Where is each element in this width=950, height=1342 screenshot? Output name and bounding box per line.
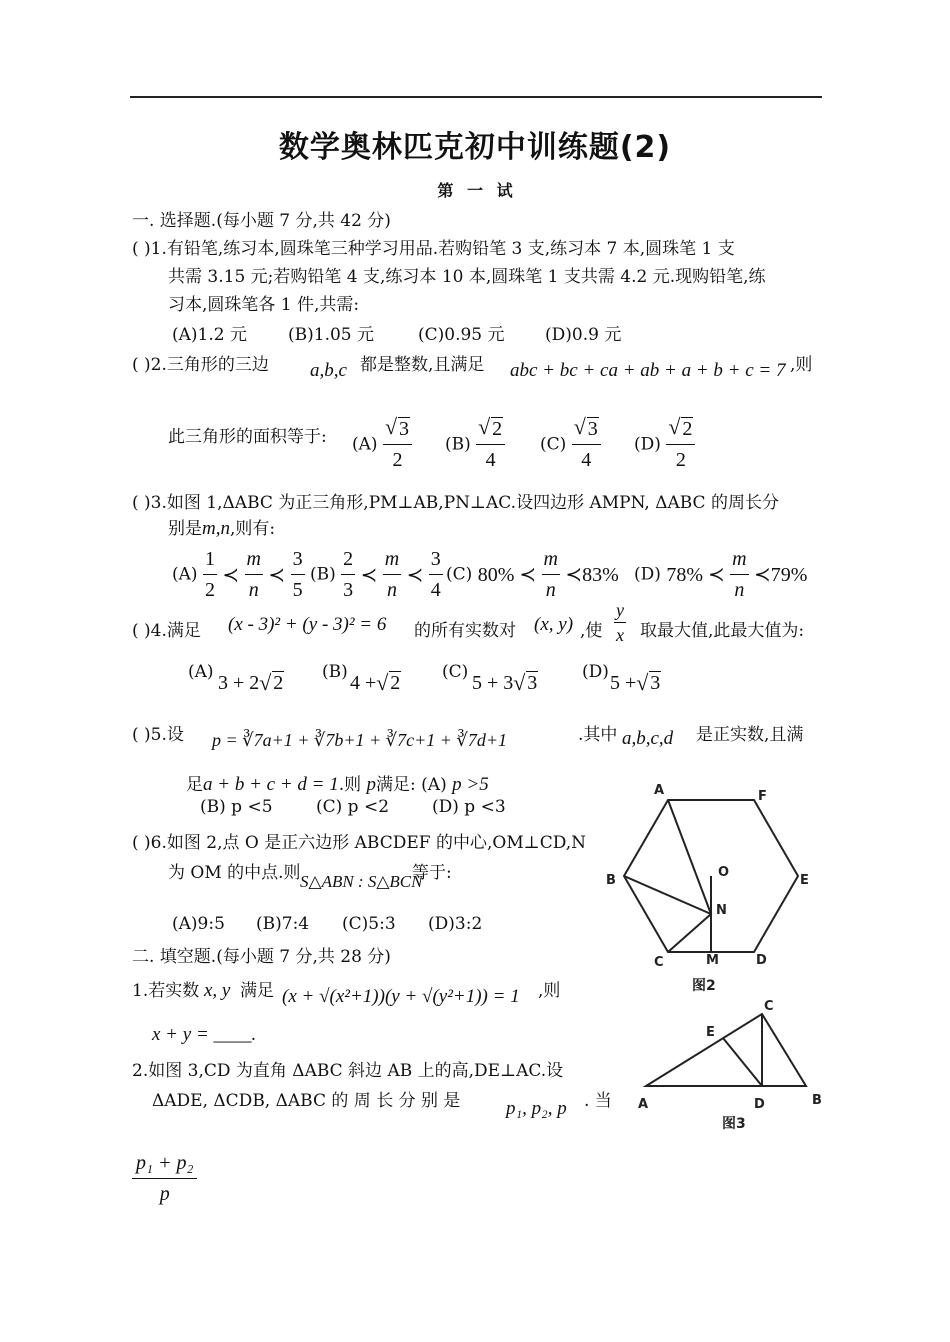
fig2-label-f: F	[758, 789, 767, 804]
q5-mid: .其中	[578, 725, 618, 745]
q2-mid: 都是整数,且满足	[360, 355, 485, 375]
q2-option-d: (D) √ $\frac{2}{2}$	[634, 414, 695, 475]
q4-tail: 取最大值,此最大值为:	[640, 621, 805, 641]
q3-option-b: (B) $\frac{2}{3}$ ≺ $\frac{m}{n}$ ≺ $\frac{3}{4}$	[310, 544, 443, 605]
q4-option-b-label: (B)	[322, 662, 348, 682]
q4-option-d: 5 +√ 3	[610, 672, 661, 695]
q5-line2: 足a + b + c + d = 1.则 p满足: (A) p >5	[186, 774, 489, 795]
q1-line2: 共需 3.15 元;若购铅笔 4 支,练习本 10 本,圆珠笔 1 支共需 4.2 元.现购铅笔,练	[168, 267, 766, 287]
q4-mid2: ,使	[580, 621, 603, 641]
q1-line1: ( )1.有铅笔,练习本,圆珠笔三种学习用品.若购铅笔 3 支,练习本 7 本,圆珠笔 1 支	[132, 239, 735, 259]
q4-option-c: 5 + 3√ 3	[472, 672, 538, 695]
q1-option-d: (D)0.9 元	[545, 325, 622, 345]
q3-option-d: (D) 78% ≺ $\frac{m}{n}$ ≺79%	[634, 544, 807, 605]
an-segment	[668, 800, 711, 914]
q5-equation: p = ∛7a+1 + ∛7b+1 + ∛7c+1 + ∛7d+1	[212, 730, 508, 750]
q3-option-c: (C) 80% ≺ $\frac{m}{n}$ ≺83%	[446, 544, 619, 605]
q6-option-b: (B)7:4	[256, 914, 310, 934]
q4-option-b: 4 +√ 2	[350, 672, 401, 695]
q4-option-a: 3 + 2√ 2	[218, 672, 284, 695]
page-title: 数学奥林匹克初中训练题(2)	[278, 130, 672, 165]
cn-segment	[668, 914, 711, 952]
q4-fraction: $\frac{y}{x}$	[616, 600, 624, 645]
q3-line1: ( )3.如图 1,ΔABC 为正三角形,PM⊥AB,PN⊥AC.设四边形 AMPN, ΔABC 的周长分	[132, 493, 779, 513]
q1-option-a: (A)1.2 元	[172, 325, 247, 345]
q2-equation: abc + bc + ca + ab + a + b + c = 7	[510, 360, 786, 381]
triangle-abc	[646, 1014, 806, 1086]
f1-equation: (x + √(x²+1))(y + √(y²+1)) = 1	[282, 986, 520, 1007]
figure-2-hexagon	[596, 778, 822, 1000]
q5-vars: a,b,c,d	[622, 728, 674, 749]
q5-option-d: (D) p <3	[432, 797, 506, 817]
fig3-caption: 图3	[722, 1116, 746, 1132]
q2-vars: a,b,c	[310, 360, 347, 381]
f1-vars: x, y	[204, 980, 231, 1001]
q6-line2: 为 OM 的中点.则	[168, 863, 301, 883]
f1-tail: ,则	[538, 981, 561, 1001]
f1-lead: 1.若实数	[132, 981, 200, 1001]
q5-lead: ( )5.设	[132, 725, 184, 745]
q4-pair: (x, y)	[534, 614, 574, 635]
section-2-heading: 二. 填空题.(每小题 7 分,共 28 分)	[132, 947, 391, 967]
q5-option-b: (B) p <5	[200, 797, 273, 817]
q1-line3: 习本,圆珠笔各 1 件,共需:	[168, 295, 360, 315]
q2-option-b: (B) √ $\frac{2}{4}$	[445, 414, 505, 475]
f1-mid: 满足	[240, 981, 274, 1001]
f2-vars: p₁, p₂, p	[506, 1098, 567, 1119]
fig3-label-c: C	[764, 999, 774, 1014]
q2-line2: 此三角形的面积等于:	[168, 427, 327, 447]
q1-option-b: (B)1.05 元	[288, 325, 375, 345]
q6-tail: 等于:	[412, 863, 452, 883]
fig2-label-m: M	[706, 953, 719, 968]
q6-line1: ( )6.如图 2,点 O 是正六边形 ABCDEF 的中心,OM⊥CD,N	[132, 833, 587, 853]
fig2-label-n: N	[716, 903, 727, 918]
fig2-label-b: B	[606, 873, 616, 888]
q4-lead: ( )4.满足	[132, 621, 201, 641]
q5-tail: 是正实数,且满	[696, 725, 804, 745]
fig3-label-e: E	[706, 1025, 715, 1040]
fig2-label-a: A	[654, 783, 665, 798]
fig3-label-a: A	[638, 1097, 649, 1112]
f2-line2: ΔADE, ΔCDB, ΔABC 的 周 长 分 别 是	[152, 1091, 461, 1111]
q2-tail: ,则	[790, 355, 813, 375]
q6-option-d: (D)3:2	[428, 914, 483, 934]
q4-mid: 的所有实数对	[414, 621, 516, 641]
q6-ratio: S△ABN : S△BCN	[300, 872, 423, 891]
fig2-label-e: E	[800, 873, 809, 888]
q3-line2: 别是m,n,则有:	[168, 518, 276, 539]
fig2-label-o: O	[718, 865, 730, 880]
f2-tail: . 当	[584, 1091, 612, 1111]
fig2-label-c: C	[654, 955, 664, 970]
fig3-label-d: D	[754, 1097, 765, 1112]
q2-option-a: (A) √ $\frac{3}{2}$	[352, 414, 412, 475]
q2-option-c: (C) √ $\frac{3}{4}$	[540, 414, 601, 475]
q3-option-a: (A) $\frac{1}{2}$ ≺ $\frac{m}{n}$ ≺ $\frac{3}{5}$	[172, 544, 305, 605]
fig2-label-d: D	[756, 953, 767, 968]
q2-lead: ( )2.三角形的三边	[132, 355, 269, 375]
q6-option-c: (C)5:3	[342, 914, 396, 934]
f2-line1: 2.如图 3,CD 为直角 ΔABC 斜边 AB 上的高,DE⊥AC.设	[132, 1061, 564, 1081]
top-rule	[130, 96, 822, 98]
figure-3-triangle	[632, 994, 832, 1134]
q4-option-c-label: (C)	[442, 662, 469, 682]
q6-option-a: (A)9:5	[172, 914, 225, 934]
q4-option-d-label: (D)	[582, 662, 609, 682]
f2-fraction: $\frac{\text{p₁ + p₂}}{p}$	[132, 1148, 197, 1209]
de-segment	[723, 1038, 762, 1086]
f1-answer-line: x + y = ____.	[152, 1024, 257, 1045]
fig3-label-b: B	[812, 1093, 822, 1108]
q5-option-c: (C) p <2	[316, 797, 390, 817]
q4-equation: (x - 3)² + (y - 3)² = 6	[228, 614, 387, 635]
section-1-heading: 一. 选择题.(每小题 7 分,共 42 分)	[132, 211, 391, 231]
page-subtitle: 第 一 试	[437, 181, 513, 200]
fig2-caption: 图2	[692, 978, 716, 994]
q4-option-a-label: (A)	[188, 662, 214, 682]
q1-option-c: (C)0.95 元	[418, 325, 505, 345]
